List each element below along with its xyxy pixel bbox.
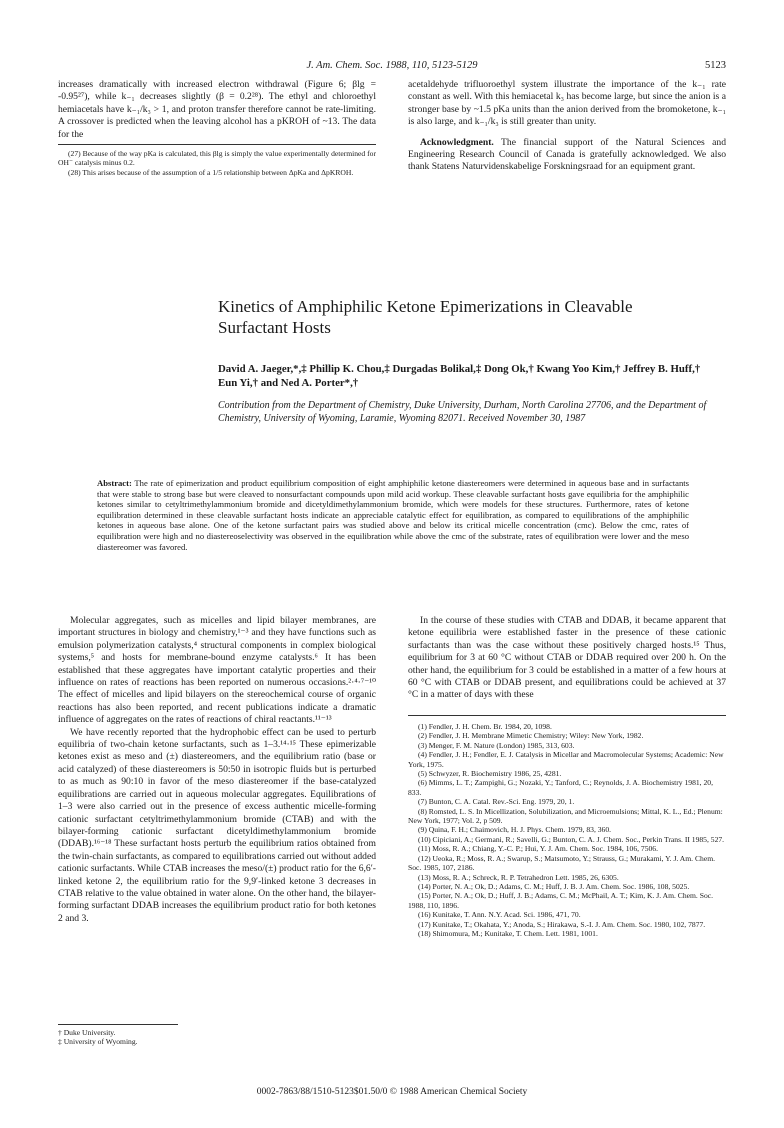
article-title: Kinetics of Amphiphilic Ketone Epimerizations in Cleavable Surfactant Hosts (218, 297, 633, 337)
footnote-27: (27) Because of the way pKa is calculated, this βlg is simply the value experimentally determined for OH⁻ catalysis minus 0.2. (58, 149, 376, 168)
acknowledgment-label: Acknowledgment. (420, 136, 494, 148)
abstract-text: The rate of epimerization and product equilibrium composition of eight amphiphilic ketone diastereomers were determined in aqueous base and in surfactants that were stable to strong base but were cleaved to nonsurfactant compounds upon mild acid workup. These cleavable surfactant hosts gave equilibria for the amphiphilic ketones similar to cetyltrimethylammonium bromide and dicetyldimethylammonium bromide, which were models for these structures. Furthermore, rates of ketone equilibration determined in these cleavable surfactant hosts indicate an appreciable catalytic effect for equilibration, as compared to equilibrations of the amphiphilic ketones in aqueous base alone. One of the ketone surfactant pairs was studied above and below its critical micelle concentration (cmc). Below the cmc, rates of equilibration were high and no diastereoselectivity was observed in the equilibration while above the cmc of the substrate, rates of equilibration were lower and the meso diastereomer was favored. (97, 478, 689, 552)
reference-item: (3) Menger, F. M. Nature (London) 1985, 313, 603. (418, 740, 575, 750)
body-paragraph-right-1: In the course of these studies with CTAB and DDAB, it became apparent that ketone equilibria were established faster in the presence of these cationic surfactants than was the case without these positively charged hosts.¹⁵ Thus, equilibrium for 3 at 60 °C without CTAB or DDAB required over 200 h. On the other hand, the equilibrium for 3 could be established in a matter of a few hours at 60 °C with CTAB or DDAB present, and equilibrations could be achieved at 37 °C in a matter of days with these (408, 615, 726, 701)
abstract (97, 478, 689, 552)
abstract-label: Abstract: (97, 478, 132, 488)
reference-item: (17) Kunitake, T.; Okahata, Y.; Anoda, S.; Hirakawa, S.-I. J. Am. Chem. Soc. 1980, 102, 7877. (418, 919, 706, 929)
body-paragraph-1: Molecular aggregates, such as micelles and lipid bilayer membranes, are important structures in biology and chemistry,¹⁻³ and they have functions such as emulsion polymerization catalysts,⁴ structural components in complex biological systems,⁵ and hosts for membrane-bound enzyme catalysts.⁶ It has been established that these aggregates have important catalytic properties and their influence on rates of reactions has been reported on numerous occasions.²·⁴·⁷⁻¹⁰ The effect of micelles and lipid bilayers on the stereochemical course of organic reactions has also been reported, and recent publications indicate a dramatic influence of aggregates on the rates of reactions of chiral reactants.¹¹⁻¹³ (58, 615, 376, 726)
reference-item: (2) Fendler, J. H. Membrane Mimetic Chemistry; Wiley: New York, 1982. (418, 731, 644, 741)
prev-article-footnotes (58, 149, 376, 177)
article-authors: David A. Jaeger,*,‡ Phillip K. Chou,‡ Durgadas Bolikal,‡ Dong Ok,† Kwang Yoo Kim,† Jeffrey B. Huff,† Eun Yi,† and Ned A. Porter*,† (218, 363, 701, 389)
affiliation-footnote-duke: † Duke University. (58, 1028, 116, 1037)
affiliation-footnote-rule (58, 1024, 178, 1025)
reference-item: (11) Moss, R. A.; Chiang, Y.-C. P.; Hui, Y. J. Am. Chem. Soc. 1984, 106, 7506. (418, 844, 658, 854)
reference-item: (6) Mimms, L. T.; Zampighi, G.; Nozaki, Y.; Tanford, C.; Reynolds, J. A. Biochemistry 1981, 20, 833. (408, 778, 713, 797)
affiliation-footnote-wyoming: ‡ University of Wyoming. (58, 1037, 138, 1047)
body-right-column (408, 615, 726, 702)
acknowledgment (408, 137, 726, 174)
page-number: 5123 (705, 60, 726, 71)
reference-item: (5) Schwyzer, R. Biochemistry 1986, 25, 4281. (418, 769, 562, 779)
references-list (408, 722, 726, 938)
affiliation-footnotes (58, 1028, 376, 1047)
reference-item: (14) Porter, N. A.; Ok, D.; Adams, C. M.; Huff, J. B. J. Am. Chem. Soc. 1986, 108, 5025. (418, 881, 690, 891)
prev-article-left-column (58, 79, 376, 141)
references-rule (408, 715, 726, 716)
acknowledgment-text: The financial support of the Natural Sciences and Engineering Research Council of Canada is gratefully acknowledged. We also thank Statens Naturvidenskabelige Forskningsraad for an equipment grant. (408, 136, 726, 173)
reference-item: (18) Shimomura, M.; Kunitake, T. Chem. Lett. 1981, 1001. (418, 928, 598, 938)
reference-item: (4) Fendler, J. H.; Fendler, E. J. Catalysis in Micellar and Macromolecular Systems; Academic: New York, 1975. (408, 750, 724, 769)
prev-article-paragraph: increases dramatically with increased electron withdrawal (Figure 6; βlg = -0.95²⁷), while k₋₁ decreases slightly (β = 0.2²⁸). The ethyl and chloroethyl hemiacetals have k₋₁/k₃ > 1, and proton transfer therefore cannot be rate-limiting. A crossover is predicted when the leaving alcohol has a pKROH of ~13. The data for the (58, 79, 376, 140)
footnote-28: (28) This arises because of the assumption of a 1/5 relationship between ΔpKa and ΔpKROH. (68, 167, 354, 177)
body-paragraph-2: We have recently reported that the hydrophobic effect can be used to perturb equilibria of two-chain ketone surfactants, such as 1–3.¹⁴·¹⁵ These epimerizable ketones exist as meso and (±) diastereomers, and the equilibrium ratio (base or acid catalyzed) of these diastereomers is 50:50 in isotropic fluids but is perturbed to as much as 90:10 in favor of the meso diastereomer if the base-catalyzed equilibrations are carried out in aqueous molecular aggregates. Equilibrations of 1–3 were also carried out in the presence of excess authentic micelle-forming cationic surfactant cetyltrimethylammonium bromide (CTAB) and with the bilayer-forming cationic surfactant dicetyldimethylammonium bromide (DDAB).¹⁶⁻¹⁸ These surfactant hosts perturb the equilibrium ratios obtained from the twin-chain surfactants, as compared to equilibrations carried out without added cationic surfactants. While CTAB increases the meso/(±) product ratio for the 6,6′-linked ketone 2, the equilibrium ratio for the 9,9′-linked ketone 3 decreases in CTAB relative to the value obtained in water alone. On the other hand, the bilayer-forming surfactant DDAB increases the equilibrium product ratio for both ketones 2 and 3. (58, 726, 376, 924)
reference-item: (13) Moss, R. A.; Schreck, R. P. Tetrahedron Lett. 1985, 26, 6305. (418, 872, 619, 882)
reference-item: (9) Quina, F. H.; Chaimovich, H. J. Phys. Chem. 1979, 83, 360. (418, 825, 612, 835)
reference-item: (12) Ueoka, R.; Moss, R. A.; Swarup, S.; Matsumoto, Y.; Strauss, G.; Murakami, Y. J. Am. Chem. Soc. 1985, 107, 2186. (408, 853, 716, 873)
prev-article-right-column (408, 79, 726, 174)
reference-item: (15) Porter, N. A.; Ok, D.; Huff, J. B.; Adams, C. M.; McPhail, A. T.; Kim, K. J. Am. Chem. Soc. 1988, 110, 1896. (408, 891, 714, 910)
page-footer: 0002-7863/88/1510-5123$01.50/0 © 1988 American Chemical Society (256, 1087, 528, 1097)
reference-item: (16) Kunitake, T. Ann. N.Y. Acad. Sci. 1986, 471, 70. (418, 910, 581, 920)
reference-item: (1) Fendler, J. H. Chem. Br. 1984, 20, 1098. (418, 722, 552, 731)
reference-item: (8) Romsted, L. S. In Micellization, Solubilization, and Microemulsions; Mittal, K. L., Ed.; Plenum: New York, 1977; Vol. 2, p 509. (408, 806, 723, 826)
body-left-column (58, 615, 376, 925)
reference-item: (10) Cipiciani, A.; Germani, R.; Savelli, G.; Bunton, C. A. J. Chem. Soc., Perkin Trans. II 1985, 527. (418, 834, 725, 844)
reference-item: (7) Bunton, C. A. Catal. Rev.-Sci. Eng. 1979, 20, 1. (418, 797, 575, 807)
footnote-rule (58, 144, 376, 145)
prev-article-paragraph-right: acetaldehyde trifluoroethyl system illustrate the importance of the k₋₁ rate constant as well. With this hemiacetal k₃ has become large, but since the anion is a stronger base by ~1.5 pKa units than the anion derived from the bromoketone, k₋₁ is also large, and k₋₁/k₃ is still greater than unity. (408, 79, 726, 128)
running-header: J. Am. Chem. Soc. 1988, 110, 5123-5129 (306, 60, 478, 71)
article-affiliation: Contribution from the Department of Chemistry, Duke University, Durham, North Carolina 27706, and the Department of Chemistry, University of Wyoming, Laramie, Wyoming 82071. Received November 30, 1987 (218, 400, 707, 424)
